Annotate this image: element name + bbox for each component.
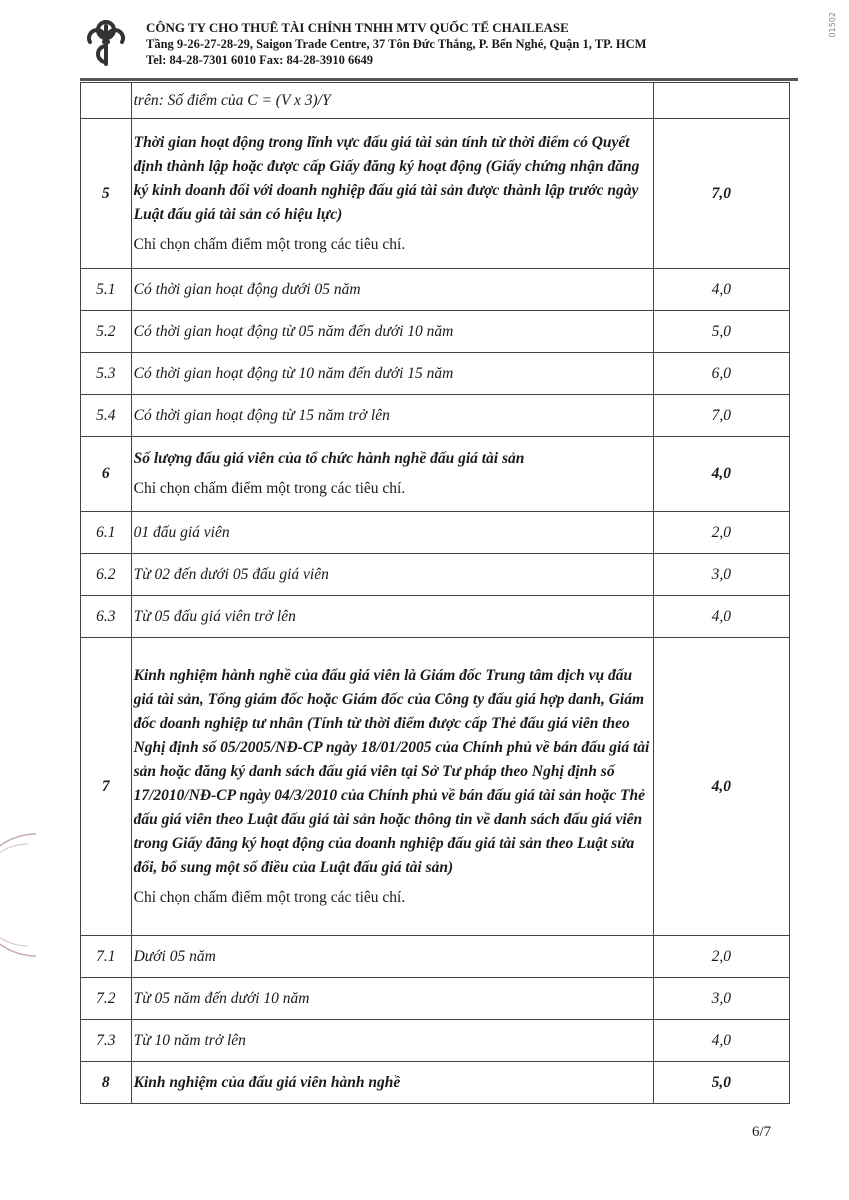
max-score: 4,0	[653, 269, 789, 311]
criterion-note: Chỉ chọn chấm điểm một trong các tiêu chí.	[133, 480, 406, 497]
max-score	[653, 83, 789, 119]
table-row	[81, 269, 790, 311]
criterion-cell	[131, 978, 653, 1020]
table-row	[81, 1020, 790, 1062]
table-row	[81, 83, 790, 119]
criterion-cell	[131, 1062, 653, 1104]
table-row	[81, 353, 790, 395]
criterion-note: Chỉ chọn chấm điểm một trong các tiêu chí.	[133, 888, 406, 906]
max-score: 2,0	[653, 512, 789, 554]
criterion-cell	[131, 596, 653, 638]
criterion-text: Có thời gian hoạt động từ 10 năm đến dưới 15 năm	[133, 364, 454, 382]
criterion-number: 7.3	[81, 1020, 132, 1062]
max-score: 5,0	[653, 311, 789, 353]
table-row	[81, 437, 790, 512]
company-name: CÔNG TY CHO THUÊ TÀI CHÍNH TNHH MTV QUỐC TẾ CHAILEASE	[146, 20, 569, 35]
criterion-text: Số lượng đấu giá viên của tổ chức hành nghề đấu giá tài sản	[133, 450, 525, 467]
criterion-cell	[131, 512, 653, 554]
criterion-text: Có thời gian hoạt động từ 05 năm đến dưới 10 năm	[133, 322, 454, 340]
max-score: 4,0	[653, 1020, 789, 1062]
table-row	[81, 119, 790, 269]
criterion-cell	[131, 395, 653, 437]
criterion-cell	[131, 437, 653, 512]
criterion-text: Từ 02 đến dưới 05 đấu giá viên	[133, 565, 329, 583]
max-score: 6,0	[653, 353, 789, 395]
criterion-cell	[131, 83, 653, 119]
criterion-text: Kinh nghiệm hành nghề của đấu giá viên là Giám đốc Trung tâm dịch vụ đấu giá tài sản, Tổng giám đốc hoặc Giám đốc của Công ty đấu giá hợp danh, Giám đốc doanh nghiệp tư nhân (Tính từ thời điểm được cấp Thẻ đấu giá viên theo Nghị định số 05/2005/NĐ-CP ngày 18/01/2005 của Chính phủ về bán đấu giá tài sản hoặc đăng ký danh sách đấu giá viên tại Sở Tư pháp theo Nghị định số 17/2010/NĐ-CP ngày 04/3/2010 của Chính phủ về bán đấu giá tài sản hoặc Thẻ đấu giá viên theo Luật đấu giá tài sản hoặc thông tin về danh sách đấu giá viên trong Giấy đăng ký hoạt động của doanh nghiệp đấu giá tài sản theo Luật sửa đổi, bổ sung một số điều của Luật đấu giá tài sản)	[133, 666, 650, 876]
criterion-number: 7.1	[81, 936, 132, 978]
criterion-cell	[131, 119, 653, 269]
criterion-text: Từ 05 năm đến dưới 10 năm	[133, 989, 310, 1007]
max-score: 2,0	[653, 936, 789, 978]
criterion-cell	[131, 353, 653, 395]
company-contact: Tel: 84-28-7301 6010 Fax: 84-28-3910 6649	[146, 53, 373, 67]
max-score: 5,0	[653, 1062, 789, 1104]
table-row	[81, 596, 790, 638]
table-row	[81, 978, 790, 1020]
criterion-number: 5	[81, 119, 132, 269]
max-score: 4,0	[653, 638, 789, 936]
table-row	[81, 554, 790, 596]
table-row	[81, 936, 790, 978]
criterion-number: 5.1	[81, 269, 132, 311]
max-score: 7,0	[653, 395, 789, 437]
table-row	[81, 512, 790, 554]
max-score: 4,0	[653, 437, 789, 512]
company-logo-icon	[82, 18, 130, 68]
table-row	[81, 638, 790, 936]
criterion-text: Thời gian hoạt động trong lĩnh vực đấu giá tài sản tính từ thời điểm có Quyết định thành lập hoặc được cấp Giấy đăng ký hoạt động (Giấy chứng nhận đăng ký kinh doanh đối với doanh nghiệp đấu giá tài sản được thành lập trước ngày Luật đấu giá tài sản có hiệu lực)	[133, 133, 640, 223]
table-row	[81, 311, 790, 353]
criterion-text: Kinh nghiệm của đấu giá viên hành nghề	[133, 1073, 401, 1091]
criterion-number: 5.2	[81, 311, 132, 353]
criterion-number: 6	[81, 437, 132, 512]
criterion-cell	[131, 311, 653, 353]
criterion-number: 7.2	[81, 978, 132, 1020]
criterion-number: 6.2	[81, 554, 132, 596]
criterion-cell	[131, 936, 653, 978]
criterion-number: 6.3	[81, 596, 132, 638]
max-score: 3,0	[653, 978, 789, 1020]
criterion-number	[81, 83, 132, 119]
criterion-note: Chỉ chọn chấm điểm một trong các tiêu chí.	[133, 235, 406, 253]
scoring-table	[80, 82, 790, 1104]
criterion-cell	[131, 638, 653, 936]
page-number: 6/7	[752, 1124, 772, 1140]
table-row	[81, 1062, 790, 1104]
criterion-number: 7	[81, 638, 132, 936]
criterion-number: 6.1	[81, 512, 132, 554]
criterion-text: Từ 10 năm trở lên	[133, 1031, 246, 1049]
max-score: 7,0	[653, 119, 789, 269]
criterion-text: Dưới 05 năm	[133, 947, 216, 965]
criterion-text: Có thời gian hoạt động từ 15 năm trở lên	[133, 406, 390, 424]
document-number: 01502	[828, 12, 837, 38]
criterion-text: Từ 05 đấu giá viên trở lên	[133, 607, 296, 625]
criterion-number: 5.4	[81, 395, 132, 437]
criterion-number: 5.3	[81, 353, 132, 395]
criterion-cell	[131, 554, 653, 596]
criterion-text: Có thời gian hoạt động dưới 05 năm	[133, 280, 361, 298]
criterion-text: 01 đấu giá viên	[133, 523, 230, 541]
max-score: 4,0	[653, 596, 789, 638]
criterion-cell	[131, 1020, 653, 1062]
criterion-text: trên: Số điểm của C = (V x 3)/Y	[133, 91, 331, 109]
letterhead	[82, 16, 822, 76]
criterion-cell	[131, 269, 653, 311]
max-score: 3,0	[653, 554, 789, 596]
header-divider	[80, 78, 798, 81]
company-address: Tầng 9-26-27-28-29, Saigon Trade Centre, 37 Tôn Đức Thắng, P. Bến Nghé, Quận 1, TP. HCM	[146, 37, 647, 51]
criterion-number: 8	[81, 1062, 132, 1104]
table-row	[81, 395, 790, 437]
seal-stamp-icon	[0, 830, 40, 960]
